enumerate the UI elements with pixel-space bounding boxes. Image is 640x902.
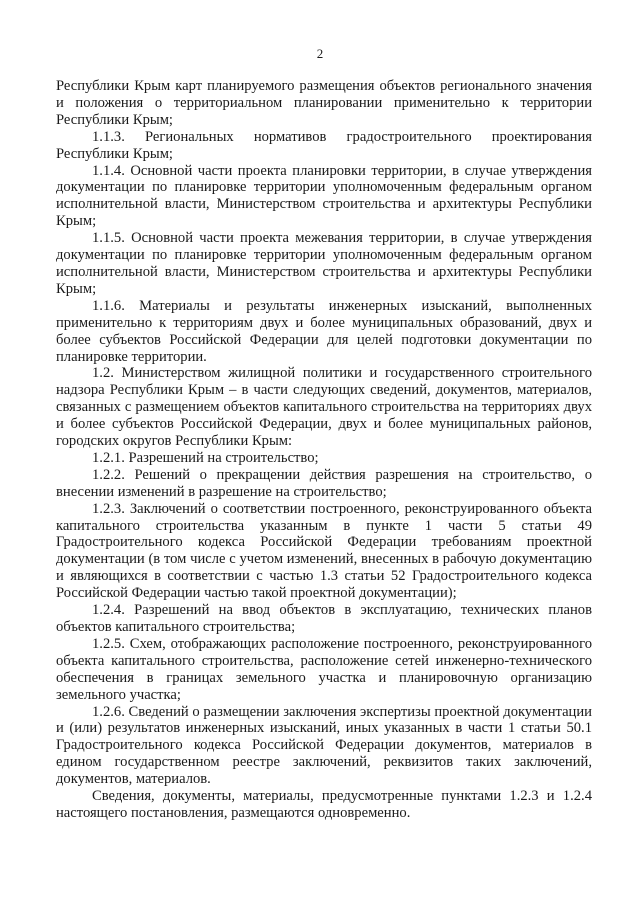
paragraph-closing: Сведения, документы, материалы, предусмотренные пунктами 1.2.3 и 1.2.4 настоящего постановления, размещаются одновременно. [56, 788, 592, 821]
paragraph-1-1-3: 1.1.3. Региональных нормативов градостроительного проектирования Республики Крым; [56, 128, 592, 162]
paragraph-1-2-4: 1.2.4. Разрешений на ввод объектов в эксплуатацию, технических планов объектов капитального строительства; [56, 602, 592, 635]
page-number: 2 [316, 46, 324, 61]
paragraph-1-2: 1.2. Министерством жилищной политики и государственного строительного надзора Республики Крым – в части следующих сведений, документов, материалов, связанных с размещением объектов капитального строительства на территориях двух и более субъектов Российской Федерации, двух и более муниципальных районов, городских округов Республики Крым: [56, 365, 592, 450]
paragraph-1-2-2: 1.2.2. Решений о прекращении действия разрешения на строительство, о внесении изменений в разрешение на строительство; [56, 466, 592, 500]
paragraph-1-1-5: 1.1.5. Основной части проекта межевания территории, в случае утверждения документации по планировке территории уполномоченным федеральным органом исполнительной власти, Министерством строительства и архитектуры Республики Крым; [56, 230, 592, 297]
paragraph-1-2-3: 1.2.3. Заключений о соответствии построенного, реконструированного объекта капитального строительства указанным в пункте 1 части 5 статьи 49 Градостроительного кодекса Российской Федерации требованиям проектной документации (в том числе с учетом изменений, внесенных в рабочую документацию и являющихся в соответствии с частью 1.3 статьи 52 Градостроительного кодекса Российской Федерации частью такой проектной документации); [56, 500, 592, 602]
paragraph-1-1-4: 1.1.4. Основной части проекта планировки территории, в случае утверждения документации по планировке территории уполномоченным федеральным органом исполнительной власти, Министерством строительства и архитектуры Республики Крым; [56, 162, 592, 230]
paragraph-1-2-1: 1.2.1. Разрешений на строительство; [92, 449, 319, 466]
paragraph-1-1-6: 1.1.6. Материалы и результаты инженерных изысканий, выполненных применительно к территориям двух и более муниципальных образований, двух и более субъектов Российской Федерации для целей подготовки документации по планировке территории. [56, 297, 592, 365]
paragraph-1-2-5: 1.2.5. Схем, отображающих расположение построенного, реконструированного объекта капитального строительства, расположение сетей инженерно-технического обеспечения в границах земельного участка и планировочную организацию земельного участка; [56, 635, 592, 703]
paragraph-continuation: Республики Крым карт планируемого размещения объектов регионального значения и положения о территориальном планировании применительно к территории Республики Крым; [56, 78, 592, 128]
paragraph-1-2-6: 1.2.6. Сведений о размещении заключения экспертизы проектной документации и (или) результатов инженерных изысканий, иных указанных в части 1 статьи 50.1 Градостроительного кодекса Российской Федерации документов, материалов в едином государственном реестре заключений, реквизитов таких заключений, документов, материалов. [56, 703, 592, 788]
document-body [56, 78, 592, 822]
